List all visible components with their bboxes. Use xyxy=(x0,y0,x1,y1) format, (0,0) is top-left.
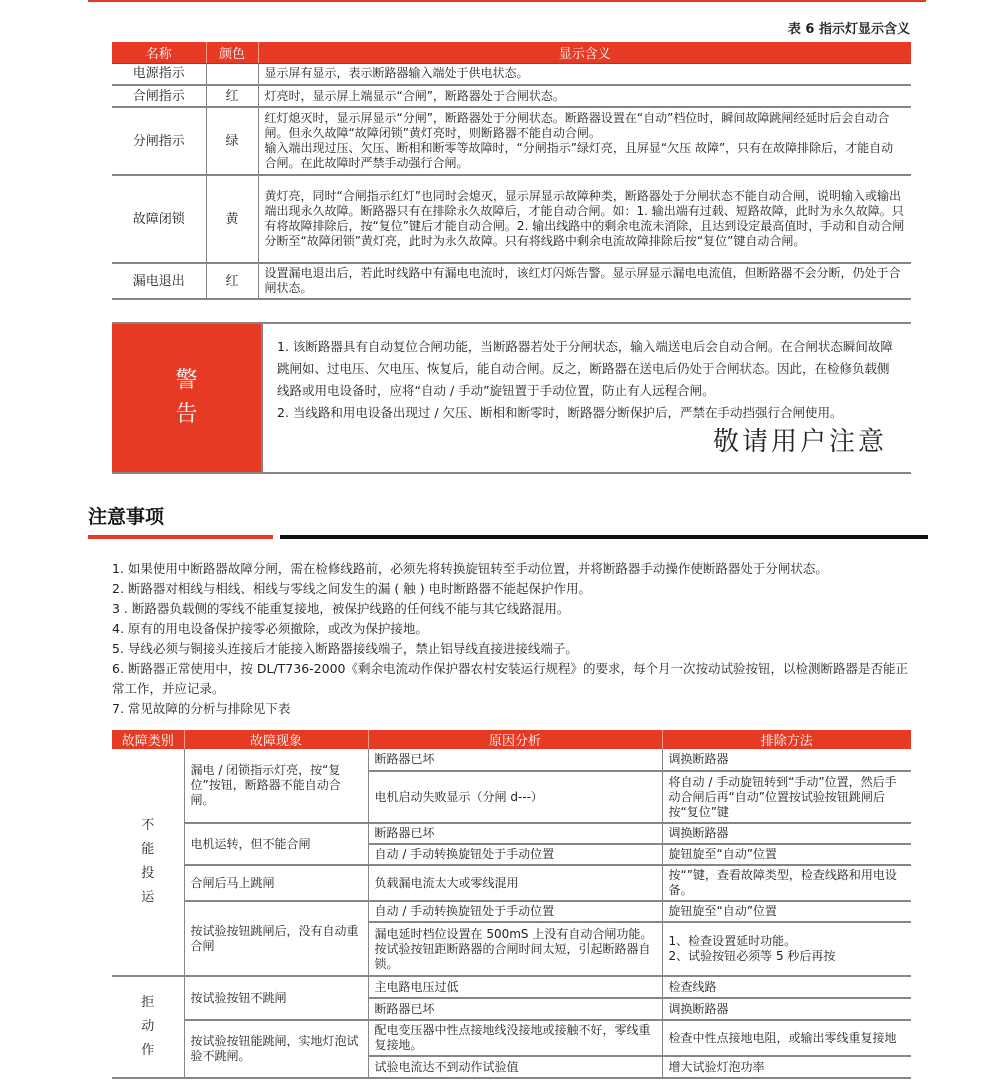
fault-fix: 按“”键，查看故障类型，检查线路和用电设备。 xyxy=(662,865,911,901)
fix-line: 2、试验按钮必须等 5 秒后再按 xyxy=(668,949,836,963)
note-item: 6. 断路器正常使用中，按 DL/T736-2000《剩余电流动作保护器农村安装运行规程》的要求，每个月一次按动试验按钮，以检测断路器是否能正常工作，并应记录。 xyxy=(112,661,908,696)
table-row xyxy=(112,175,911,263)
fault-fix: 将自动 / 手动旋钮转到“手动”位置，然后手动合闸后再“自动”位置按试验按钮跳闸后按“复位”键 xyxy=(662,771,911,823)
warning-char: 告 xyxy=(175,402,198,427)
note-item: 1. 如果使用中断路器故障分闸，需在检修线路前，必须先将转换旋钮转至手动位置，并将断路器手动操作使断路器处于分闸状态。 xyxy=(112,561,828,576)
notes-list xyxy=(112,559,912,719)
table-header-row xyxy=(112,42,911,63)
indicator-name: 分闸指示 xyxy=(112,107,206,175)
fault-fix: 调换断路器 xyxy=(662,823,911,844)
table-row xyxy=(112,749,911,771)
fault-fix: 调换断路器 xyxy=(662,998,911,1020)
indicator-color: 红 xyxy=(206,263,258,299)
table-row xyxy=(112,107,911,175)
fault-cause: 断路器已坏 xyxy=(368,749,662,771)
warning-char: 警 xyxy=(175,368,198,393)
fault-category xyxy=(112,749,184,976)
indicator-table xyxy=(112,42,911,300)
warning-sign: 敬请用户注意 xyxy=(712,427,887,457)
fault-cause: 自动 / 手动转换旋钮处于手动位置 xyxy=(368,901,662,922)
note-item: 4. 原有的用电设备保护接零必须撤除，或改为保护接地。 xyxy=(112,621,428,636)
fault-cause: 负载漏电流太大或零线混用 xyxy=(368,865,662,901)
fault-fix xyxy=(662,922,911,976)
indicator-name: 故障闭锁 xyxy=(112,175,206,263)
indicator-meaning xyxy=(258,107,911,175)
warning-label xyxy=(112,324,263,472)
fault-cause: 电机启动失败显示（分闸 d---） xyxy=(368,771,662,823)
top-rule xyxy=(88,0,926,2)
warning-body xyxy=(263,324,911,472)
note-item: 5. 导线必须与铜接头连接后才能接入断路器接线端子，禁止铝导线直接进接线端子。 xyxy=(112,641,578,656)
fault-phenomenon: 漏电 / 闭锁指示灯亮，按“复位”按钮，断路器不能自动合闸。 xyxy=(184,749,368,823)
section-divider-red xyxy=(88,535,273,539)
header-meaning: 显示含义 xyxy=(258,42,911,63)
category-char: 投 xyxy=(141,866,155,881)
indicator-meaning: 灯亮时，显示屏上端显示“合闸”，断路器处于合闸状态。 xyxy=(258,85,911,107)
fault-phenomenon: 按试验按钮跳闸后，没有自动重合闸 xyxy=(184,901,368,976)
indicator-color: 黄 xyxy=(206,175,258,263)
note-item: 3 . 断路器负载侧的零线不能重复接地，被保护线路的任何线不能与其它线路混用。 xyxy=(112,601,570,616)
fault-cause: 主电路电压过低 xyxy=(368,976,662,998)
indicator-name: 漏电退出 xyxy=(112,263,206,299)
fix-line: 1、检查设置延时功能。 xyxy=(668,934,797,948)
fault-fix: 检查线路 xyxy=(662,976,911,998)
fault-cause: 试验电流达不到动作试验值 xyxy=(368,1056,662,1078)
fault-cause: 断路器已坏 xyxy=(368,998,662,1020)
fault-phenomenon: 按试验按钮能跳闸，实地灯泡试验不跳闸。 xyxy=(184,1020,368,1078)
fault-phenomenon: 合闸后马上跳闸 xyxy=(184,865,368,901)
category-char: 不 xyxy=(141,818,155,833)
note-item: 2. 断路器对相线与相线、相线与零线之间发生的漏 ( 触 ) 电时断路器不能起保护作用。 xyxy=(112,581,592,596)
fault-table xyxy=(112,730,911,1079)
header-color: 颜色 xyxy=(206,42,258,63)
category-char: 动 xyxy=(141,1019,155,1034)
indicator-color: 绿 xyxy=(206,107,258,175)
header-name: 名称 xyxy=(112,42,206,63)
meaning-line: 输入端出现过压、欠压、断相和断零等故障时，“分闸指示”绿灯亮，且屏显“欠压 故障”，只有在故障排除后，才能自动合闸。在此故障时严禁手动强行合闸。 xyxy=(264,141,894,170)
fault-fix: 旋钮旋至“自动”位置 xyxy=(662,844,911,865)
indicator-meaning: 显示屏有显示，表示断路器输入端处于供电状态。 xyxy=(258,63,911,85)
table-row xyxy=(112,901,911,922)
warning-text: 1. 该断路器具有自动复位合闸功能，当断路器若处于分闸状态，输入端送电后会自动合闸。在合闸状态瞬间故障跳闸如、过电压、欠电压、恢复后，能自动合闸。反之，断路器在送电后仍处于合闸状态。因此，在检修负载侧线路或用电设备时，应将“自动 / 手动”旋钮置于手动位置，防止有人远程合闸。 xyxy=(277,339,893,398)
header-category: 故障类别 xyxy=(112,730,184,749)
indicator-name: 电源指示 xyxy=(112,63,206,85)
category-char: 作 xyxy=(141,1043,155,1058)
fault-phenomenon: 电机运转，但不能合闸 xyxy=(184,823,368,865)
table-row xyxy=(112,1020,911,1056)
header-cause: 原因分析 xyxy=(368,730,662,749)
meaning-line: 红灯熄灭时，显示屏显示“分闸”，断路器处于分闸状态。断路器设置在“自动”档位时，瞬间故障跳闸经延时后会自动合闸。但永久故障“故障闭锁”黄灯亮时，则断路器不能自动合闸。 xyxy=(264,111,890,140)
warning-box xyxy=(112,322,911,474)
header-fix: 排除方法 xyxy=(662,730,911,749)
indicator-name: 合闸指示 xyxy=(112,85,206,107)
fault-phenomenon: 按试验按钮不跳闸 xyxy=(184,976,368,1020)
fault-category xyxy=(112,976,184,1078)
category-char: 拒 xyxy=(141,995,155,1010)
indicator-meaning: 设置漏电退出后，若此时线路中有漏电电流时，该红灯闪烁告警。显示屏显示漏电电流值，但断路器不会分断，仍处于合闸状态。 xyxy=(258,263,911,299)
fault-fix: 检查中性点接地电阻，或输出零线重复接地 xyxy=(662,1020,911,1056)
fault-cause: 漏电延时档位设置在 500mS 上没有自动合闸功能。按试验按钮距断路器的合闸时间太短，引起断路器自锁。 xyxy=(368,922,662,976)
fault-fix: 增大试验灯泡功率 xyxy=(662,1056,911,1078)
table-row xyxy=(112,823,911,844)
section-title: 注意事项 xyxy=(88,506,165,528)
table-row xyxy=(112,976,911,998)
indicator-color: 红 xyxy=(206,85,258,107)
table-row xyxy=(112,85,911,107)
table-row xyxy=(112,263,911,299)
fault-cause: 配电变压器中性点接地线没接地或接触不好，零线重复接地。 xyxy=(368,1020,662,1056)
indicator-meaning: 黄灯亮，同时“合闸指示红灯”也同时会熄灭，显示屏显示故障种类，断路器处于分闸状态不能自动合闸，说明输入或输出端出现永久故障。断路器只有在排除永久故障后，才能自动合闸。如：1. 输出端有过载、短路故障，此时为永久故障。只有将故障排除后，按“复位”键后才能自动合闸。2. 输出线路中的剩余电流未消除，且达到设定最高值时，手动和自动合闸分断至“故障闭锁”黄灯亮，此时为永久故障。只有将线路中剩余电流故障排除后按“复位”键自动合闸。 xyxy=(258,175,911,263)
fault-cause: 自动 / 手动转换旋钮处于手动位置 xyxy=(368,844,662,865)
fault-fix: 旋钮旋至“自动”位置 xyxy=(662,901,911,922)
category-char: 能 xyxy=(141,842,155,857)
table-row xyxy=(112,63,911,85)
indicator-color xyxy=(206,63,258,85)
fault-cause: 断路器已坏 xyxy=(368,823,662,844)
section-divider-black xyxy=(280,535,928,539)
header-phenomenon: 故障现象 xyxy=(184,730,368,749)
category-char: 运 xyxy=(141,890,155,905)
note-item: 7. 常见故障的分析与排除见下表 xyxy=(112,701,291,716)
warning-text: 2. 当线路和用电设备出现过 / 欠压、断相和断零时，断路器分断保护后，严禁在手动挡强行合闸使用。 xyxy=(277,405,843,420)
fault-fix: 调换断路器 xyxy=(662,749,911,771)
table-caption: 表 6 指示灯显示含义 xyxy=(787,22,910,37)
table-header-row xyxy=(112,730,911,749)
table-row xyxy=(112,865,911,901)
